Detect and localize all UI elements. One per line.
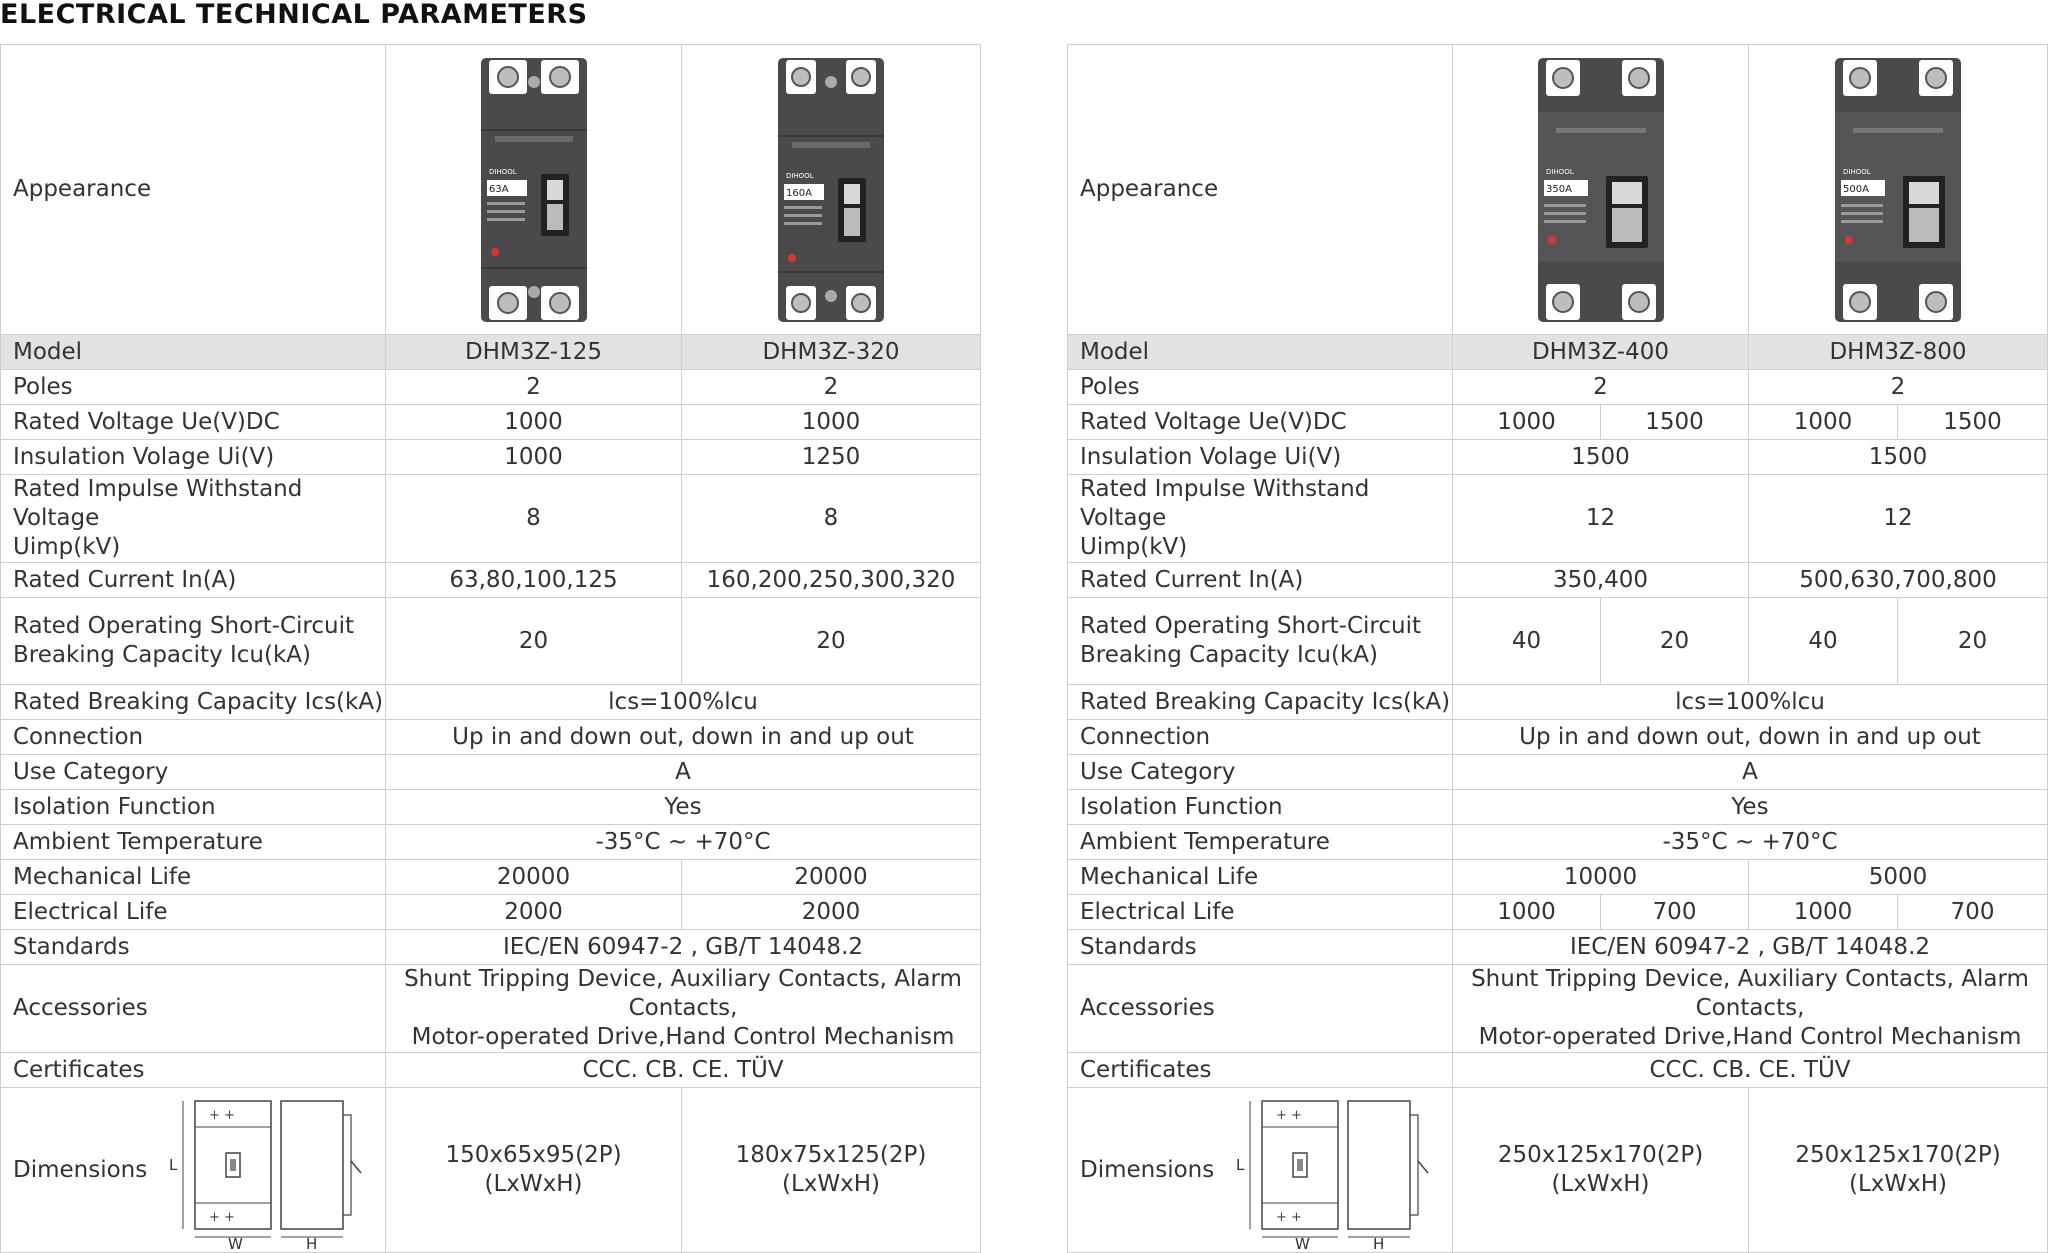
cell-dimensions (1749, 1088, 2048, 1253)
row-label-isolation: Isolation Function (1, 790, 386, 825)
accessories-line: Shunt Tripping Device, Auxiliary Contacts, Alarm Contacts, (1471, 966, 2029, 1021)
row-label-isolation: Isolation Function (1068, 790, 1453, 825)
cell-certificates: CCC. CB. CE. TÜV (1453, 1053, 2048, 1088)
svg-text:+ +: + + (1276, 1108, 1302, 1123)
product-image-dhm3z-400 (1453, 45, 1749, 335)
row-label-poles: Poles (1, 370, 386, 405)
cell-insulation: 1500 (1453, 440, 1749, 475)
row-label-impulse (1, 475, 386, 563)
cell-voltage: 1000 (1453, 405, 1601, 440)
row-label-standards: Standards (1, 930, 386, 965)
row-label-use-category: Use Category (1068, 755, 1453, 790)
svg-text:+ +: + + (1276, 1210, 1302, 1225)
label-text: Dimensions (13, 1156, 148, 1183)
model-name: DHM3Z-320 (682, 335, 981, 370)
accessories-line: Motor-operated Drive,Hand Control Mechanism (1478, 1024, 2022, 1050)
row-label-rated-voltage: Rated Voltage Ue(V)DC (1, 405, 386, 440)
cell-icu: 40 (1749, 598, 1898, 685)
cell-voltage: 1000 (682, 405, 981, 440)
cell-ambient: -35°C ~ +70°C (386, 825, 981, 860)
dim-unit: (LxWxH) (781, 1171, 881, 1197)
breaker-rating-label: 350A (1545, 183, 1572, 195)
svg-text:DIHOOL: DIHOOL (488, 167, 517, 176)
row-label-insulation-voltage: Insulation Volage Ui(V) (1068, 440, 1453, 475)
cell-accessories (1453, 965, 2048, 1053)
dim-unit: (LxWxH) (1848, 1171, 1948, 1197)
dim-h-label: H (306, 1235, 318, 1249)
model-name: DHM3Z-400 (1453, 335, 1749, 370)
breaker-2pole-illustration (772, 56, 890, 324)
cell-connection: Up in and down out, down in and up out (1453, 720, 2048, 755)
cell-ics: lcs=100%lcu (1453, 685, 2048, 720)
row-label-ambient-temp: Ambient Temperature (1068, 825, 1453, 860)
cell-elec-life: 1000 (1453, 895, 1601, 930)
row-label-model: Model (1068, 335, 1453, 370)
row-label-dimensions (1068, 1088, 1453, 1253)
breaker-rating-label: 500A (1843, 183, 1869, 195)
cell-voltage: 1500 (1898, 405, 2048, 440)
dim-value: 250x125x170(2P) (1497, 1142, 1704, 1168)
cell-use-category: A (1453, 755, 2048, 790)
cell-current: 500,630,700,800 (1749, 563, 2048, 598)
row-label-elec-life: Electrical Life (1068, 895, 1453, 930)
row-label-appearance: Appearance (1068, 45, 1453, 335)
dimension-diagram (1236, 1091, 1436, 1249)
page-title: ELECTRICAL TECHNICAL PARAMETERS (0, 0, 588, 30)
dim-w-label: W (1295, 1235, 1310, 1249)
breaker-rating-label: 160A (786, 187, 812, 199)
svg-text:DIHOOL: DIHOOL (1843, 167, 1871, 176)
row-label-accessories: Accessories (1068, 965, 1453, 1053)
cell-poles: 2 (1453, 370, 1749, 405)
row-label-use-category: Use Category (1, 755, 386, 790)
cell-dimensions (1453, 1088, 1749, 1253)
dim-unit: (LxWxH) (484, 1171, 583, 1197)
spec-table-left (0, 44, 981, 1253)
breaker-2pole-illustration (1532, 56, 1670, 324)
cell-icu: 20 (1601, 598, 1749, 685)
cell-impulse: 12 (1749, 475, 2048, 563)
cell-poles: 2 (1749, 370, 2048, 405)
row-label-certificates: Certificates (1, 1053, 386, 1088)
cell-mech-life: 20000 (386, 860, 682, 895)
cell-voltage: 1500 (1601, 405, 1749, 440)
row-label-impulse (1068, 475, 1453, 563)
row-label-short-circuit (1068, 598, 1453, 685)
row-label-poles: Poles (1068, 370, 1453, 405)
label-line: Breaking Capacity Icu(kA) (13, 642, 312, 668)
cell-elec-life: 2000 (682, 895, 981, 930)
row-label-standards: Standards (1068, 930, 1453, 965)
cell-standards: IEC/EN 60947-2 , GB/T 14048.2 (386, 930, 981, 965)
row-label-accessories: Accessories (1, 965, 386, 1053)
label-line: Uimp(kV) (13, 534, 121, 560)
label-line: Uimp(kV) (1080, 534, 1188, 560)
cell-current: 160,200,250,300,320 (682, 563, 981, 598)
row-label-breaking-ics: Rated Breaking Capacity Ics(kA) (1, 685, 386, 720)
svg-text:+ +: + + (209, 1108, 235, 1123)
cell-current: 63,80,100,125 (386, 563, 682, 598)
cell-insulation: 1250 (682, 440, 981, 475)
cell-connection: Up in and down out, down in and up out (386, 720, 981, 755)
cell-poles: 2 (682, 370, 981, 405)
label-line: Rated Impulse Withstand Voltage (1080, 476, 1370, 531)
svg-text:DIHOOL: DIHOOL (786, 171, 814, 180)
row-label-rated-current: Rated Current In(A) (1068, 563, 1453, 598)
cell-voltage: 1000 (1749, 405, 1898, 440)
product-image-dhm3z-320 (682, 45, 981, 335)
spec-table-right (1067, 44, 2048, 1253)
row-label-connection: Connection (1, 720, 386, 755)
cell-poles: 2 (386, 370, 682, 405)
row-label-ambient-temp: Ambient Temperature (1, 825, 386, 860)
row-label-connection: Connection (1068, 720, 1453, 755)
cell-elec-life: 700 (1898, 895, 2048, 930)
cell-current: 350,400 (1453, 563, 1749, 598)
dim-value: 180x75x125(2P) (735, 1142, 927, 1168)
cell-elec-life: 2000 (386, 895, 682, 930)
row-label-rated-current: Rated Current In(A) (1, 563, 386, 598)
breaker-2pole-illustration (475, 56, 593, 324)
cell-icu: 40 (1453, 598, 1601, 685)
dim-h-label: H (1373, 1235, 1385, 1249)
cell-mech-life: 10000 (1453, 860, 1749, 895)
cell-ics: lcs=100%lcu (386, 685, 981, 720)
label-line: Rated Operating Short-Circuit (1080, 613, 1422, 639)
cell-dimensions (386, 1088, 682, 1253)
cell-impulse: 8 (386, 475, 682, 563)
row-label-model: Model (1, 335, 386, 370)
dim-l-label: L (1236, 1156, 1245, 1174)
product-image-dhm3z-800 (1749, 45, 2048, 335)
row-label-rated-voltage: Rated Voltage Ue(V)DC (1068, 405, 1453, 440)
product-image-dhm3z-125 (386, 45, 682, 335)
svg-text:DIHOOL: DIHOOL (1545, 167, 1574, 176)
dim-value: 150x65x95(2P) (445, 1142, 622, 1168)
cell-voltage: 1000 (386, 405, 682, 440)
row-label-mech-life: Mechanical Life (1068, 860, 1453, 895)
dim-w-label: W (228, 1235, 243, 1249)
cell-icu: 20 (1898, 598, 2048, 685)
dim-unit: (LxWxH) (1551, 1171, 1650, 1197)
dim-value: 250x125x170(2P) (1795, 1142, 2001, 1168)
cell-use-category: A (386, 755, 981, 790)
cell-dimensions (682, 1088, 981, 1253)
row-label-dimensions (1, 1088, 386, 1253)
cell-isolation: Yes (386, 790, 981, 825)
model-name: DHM3Z-800 (1749, 335, 2048, 370)
label-line: Rated Operating Short-Circuit (13, 613, 355, 639)
row-label-appearance: Appearance (1, 45, 386, 335)
svg-text:+ +: + + (209, 1210, 235, 1225)
cell-icu: 20 (682, 598, 981, 685)
row-label-certificates: Certificates (1068, 1053, 1453, 1088)
breaker-2pole-illustration (1829, 56, 1967, 324)
cell-elec-life: 1000 (1749, 895, 1898, 930)
cell-icu: 20 (386, 598, 682, 685)
breaker-rating-label: 63A (488, 183, 509, 195)
row-label-breaking-ics: Rated Breaking Capacity Ics(kA) (1068, 685, 1453, 720)
cell-insulation: 1500 (1749, 440, 2048, 475)
dim-l-label: L (169, 1156, 178, 1174)
cell-impulse: 12 (1453, 475, 1749, 563)
label-line: Rated Impulse Withstand Voltage (13, 476, 303, 531)
cell-isolation: Yes (1453, 790, 2048, 825)
accessories-line: Motor-operated Drive,Hand Control Mechanism (411, 1024, 955, 1050)
cell-ambient: -35°C ~ +70°C (1453, 825, 2048, 860)
cell-standards: IEC/EN 60947-2 , GB/T 14048.2 (1453, 930, 2048, 965)
cell-impulse: 8 (682, 475, 981, 563)
cell-mech-life: 20000 (682, 860, 981, 895)
cell-insulation: 1000 (386, 440, 682, 475)
accessories-line: Shunt Tripping Device, Auxiliary Contacts, Alarm Contacts, (404, 966, 962, 1021)
cell-accessories (386, 965, 981, 1053)
cell-certificates: CCC. CB. CE. TÜV (386, 1053, 981, 1088)
dimension-diagram (169, 1091, 369, 1249)
row-label-mech-life: Mechanical Life (1, 860, 386, 895)
cell-mech-life: 5000 (1749, 860, 2048, 895)
row-label-elec-life: Electrical Life (1, 895, 386, 930)
label-line: Breaking Capacity Icu(kA) (1080, 642, 1379, 668)
model-name: DHM3Z-125 (386, 335, 682, 370)
label-text: Dimensions (1080, 1156, 1215, 1183)
cell-elec-life: 700 (1601, 895, 1749, 930)
row-label-insulation-voltage: Insulation Volage Ui(V) (1, 440, 386, 475)
row-label-short-circuit (1, 598, 386, 685)
